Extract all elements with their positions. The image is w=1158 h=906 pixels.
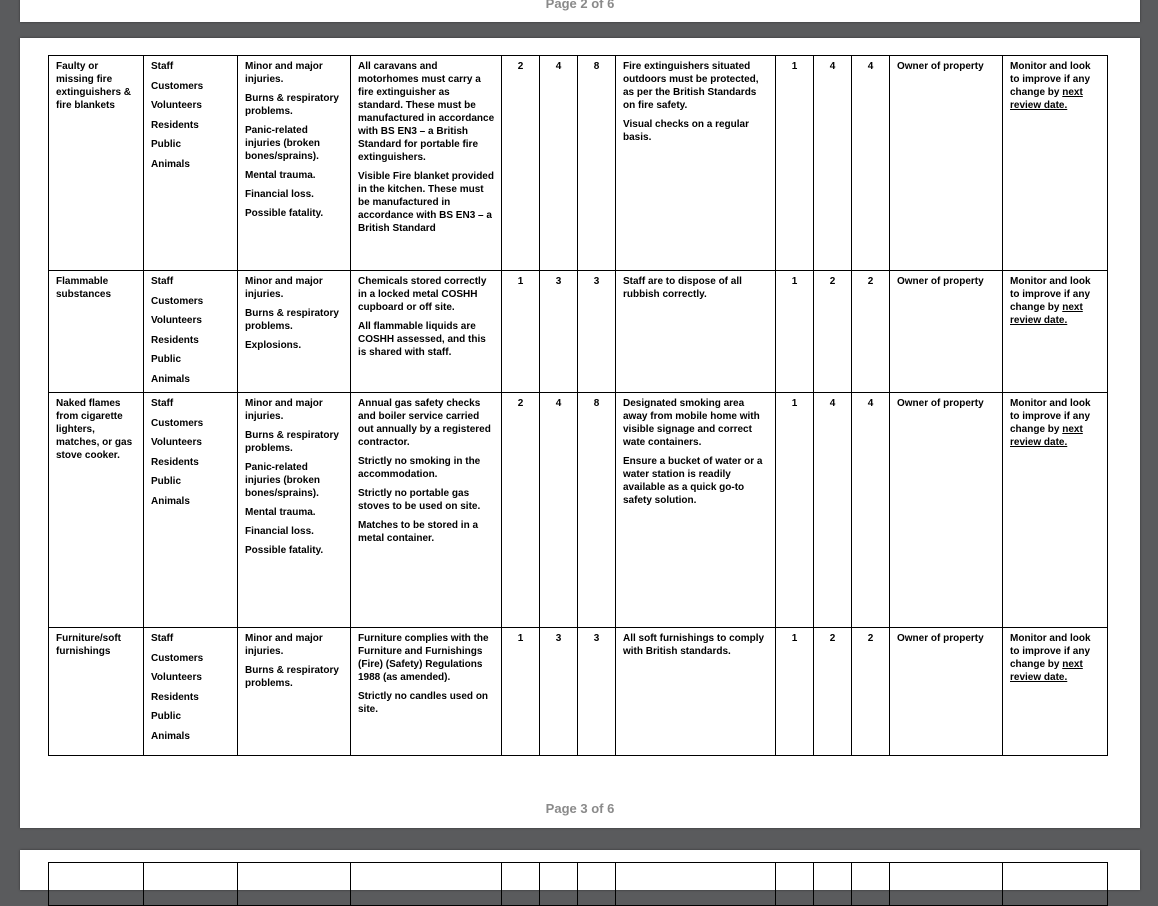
- harm-item: Minor and major injuries.: [245, 276, 323, 300]
- initial-s1-score: 3: [540, 628, 578, 756]
- further-action-cell: [616, 628, 776, 756]
- residual-s2-score: 2: [814, 628, 852, 756]
- people-at-risk-cell: [144, 628, 238, 756]
- owner-cell: [890, 393, 1003, 628]
- further-action-cell: [616, 393, 776, 628]
- review-prefix: Monitor and look to improve if any change by: [1010, 276, 1091, 313]
- control-item: Visible Fire blanket provided in the kitchen. These must be manufactured in accordance with BS EN3 – a British Standard: [358, 171, 494, 234]
- hazard-cell: [49, 393, 144, 628]
- owner-cell: [890, 628, 1003, 756]
- controls-cell: [351, 271, 502, 393]
- review-text: [1010, 397, 1101, 449]
- residual-r2-score: 4: [852, 393, 890, 628]
- further-action-item: Designated smoking area away from mobile home with visible signage and correct wate containers.: [623, 398, 760, 448]
- current-page: [20, 38, 1140, 828]
- control-item: All caravans and motorhomes must carry a fire extinguisher as standard. These must be manufactured in accordance with BS EN3 – a British Standard for portable fire extinguishers.: [358, 61, 495, 163]
- people-at-risk-cell: [144, 271, 238, 393]
- control-item: Strictly no candles used on site.: [358, 691, 489, 715]
- person-group: Animals: [151, 158, 190, 170]
- initial-l1-score: 1: [502, 271, 540, 393]
- person-group: Staff: [151, 276, 174, 287]
- people-at-risk-cell: [144, 393, 238, 628]
- review-date-link[interactable]: next review date.: [1010, 302, 1083, 326]
- person-group: Volunteers: [151, 672, 202, 683]
- harm-item: Minor and major injuries.: [245, 633, 323, 657]
- next-page-row: [49, 863, 1108, 906]
- harm-item: Explosions.: [245, 340, 302, 351]
- owner-text: Owner of property: [897, 61, 984, 72]
- review-date-link[interactable]: next review date.: [1010, 659, 1083, 683]
- residual-l2-score: 1: [776, 393, 814, 628]
- person-group: Customers: [151, 417, 204, 429]
- harm-item: Possible fatality.: [245, 208, 324, 219]
- harm-item: Mental trauma.: [245, 170, 316, 181]
- review-date-link[interactable]: next review date.: [1010, 87, 1083, 111]
- owner-text: Owner of property: [897, 633, 984, 644]
- risk-assessment-table: [48, 55, 1108, 756]
- person-group: Volunteers: [151, 100, 202, 111]
- review-text: [1010, 275, 1101, 327]
- harm-item: Panic-related injuries (broken bones/sprains).: [245, 125, 321, 162]
- hazard-text: Flammable substances: [56, 276, 112, 300]
- control-item: Strictly no smoking in the accommodation.: [358, 456, 481, 480]
- harm-item: Financial loss.: [245, 189, 314, 200]
- owner-cell: [890, 56, 1003, 271]
- review-date-link[interactable]: next review date.: [1010, 424, 1083, 448]
- person-group: Customers: [151, 80, 204, 92]
- table-row: [49, 393, 1108, 628]
- harm-item: Burns & respiratory problems.: [245, 93, 339, 117]
- person-group: Volunteers: [151, 437, 202, 448]
- residual-s2-score: 4: [814, 56, 852, 271]
- residual-l2-score: 1: [776, 628, 814, 756]
- harm-item: Possible fatality.: [245, 545, 324, 556]
- hazard-cell: [49, 271, 144, 393]
- hazard-text: Naked flames from cigarette lighters, matches, or gas stove cooker.: [56, 398, 133, 461]
- owner-text: Owner of property: [897, 276, 984, 287]
- person-group: Customers: [151, 652, 204, 664]
- previous-page: [20, 0, 1140, 22]
- control-item: Chemicals stored correctly in a locked metal COSHH cupboard or off site.: [358, 276, 487, 313]
- review-cell: [1003, 393, 1108, 628]
- person-group: Public: [151, 139, 182, 150]
- residual-l2-score: 1: [776, 271, 814, 393]
- residual-s2-score: 2: [814, 271, 852, 393]
- control-item: Annual gas safety checks and boiler service carried out annually by a registered contractor.: [358, 398, 491, 448]
- control-item: Furniture complies with the Furniture and Furnishings (Fire) (Safety) Regulations 1988 (as amended).: [358, 633, 489, 683]
- review-prefix: Monitor and look to improve if any change by: [1010, 398, 1091, 435]
- control-item: All flammable liquids are COSHH assessed, and this is shared with staff.: [358, 321, 486, 358]
- person-group: Residents: [151, 334, 199, 346]
- residual-r2-score: 2: [852, 271, 890, 393]
- harm-item: Panic-related injuries (broken bones/sprains).: [245, 462, 321, 499]
- person-group: Staff: [151, 633, 174, 644]
- hazard-text: Furniture/soft furnishings: [56, 633, 121, 657]
- controls-cell: [351, 628, 502, 756]
- previous-page-number: Page 2 of 6: [545, 0, 615, 11]
- next-page: [20, 850, 1140, 890]
- table-row: [49, 628, 1108, 756]
- hazard-cell: [49, 56, 144, 271]
- person-group: Residents: [151, 456, 199, 468]
- person-group: Animals: [151, 730, 190, 742]
- initial-l1-score: 1: [502, 628, 540, 756]
- person-group: Volunteers: [151, 315, 202, 326]
- review-text: [1010, 632, 1101, 684]
- initial-r1-score: 8: [578, 393, 616, 628]
- review-cell: [1003, 56, 1108, 271]
- hazard-cell: [49, 628, 144, 756]
- initial-s1-score: 3: [540, 271, 578, 393]
- further-action-item: Fire extinguishers situated outdoors must be protected, as per the British Standards on fire safety.: [623, 61, 759, 111]
- initial-s1-score: 4: [540, 393, 578, 628]
- further-action-item: Visual checks on a regular basis.: [623, 119, 749, 143]
- initial-s1-score: 4: [540, 56, 578, 271]
- harm-item: Mental trauma.: [245, 507, 316, 518]
- table-row: [49, 271, 1108, 393]
- next-page-table-top: [48, 862, 1108, 906]
- people-at-risk-cell: [144, 56, 238, 271]
- person-group: Public: [151, 711, 182, 722]
- residual-r2-score: 2: [852, 628, 890, 756]
- owner-text: Owner of property: [897, 398, 984, 409]
- control-item: Strictly no portable gas stoves to be used on site.: [358, 488, 481, 512]
- harm-item: Burns & respiratory problems.: [245, 665, 339, 689]
- review-prefix: Monitor and look to improve if any change by: [1010, 61, 1091, 98]
- hazard-text: Faulty or missing fire extinguishers & fire blankets: [56, 61, 132, 111]
- owner-cell: [890, 271, 1003, 393]
- initial-l1-score: 2: [502, 393, 540, 628]
- harm-cell: [238, 56, 351, 271]
- harm-cell: [238, 393, 351, 628]
- initial-r1-score: 8: [578, 56, 616, 271]
- person-group: Animals: [151, 495, 190, 507]
- further-action-cell: [616, 56, 776, 271]
- harm-item: Minor and major injuries.: [245, 398, 323, 422]
- controls-cell: [351, 393, 502, 628]
- review-cell: [1003, 628, 1108, 756]
- review-text: [1010, 60, 1101, 112]
- review-prefix: Monitor and look to improve if any change by: [1010, 633, 1091, 670]
- harm-cell: [238, 271, 351, 393]
- control-item: Matches to be stored in a metal container.: [358, 520, 479, 544]
- harm-item: Burns & respiratory problems.: [245, 430, 339, 454]
- harm-item: Minor and major injuries.: [245, 61, 323, 85]
- further-action-cell: [616, 271, 776, 393]
- table-row: [49, 56, 1108, 271]
- person-group: Staff: [151, 398, 174, 409]
- person-group: Public: [151, 354, 182, 365]
- review-cell: [1003, 271, 1108, 393]
- further-action-item: Staff are to dispose of all rubbish correctly.: [623, 276, 742, 300]
- further-action-item: All soft furnishings to comply with British standards.: [623, 633, 765, 657]
- person-group: Animals: [151, 373, 190, 385]
- residual-r2-score: 4: [852, 56, 890, 271]
- person-group: Customers: [151, 295, 204, 307]
- residual-s2-score: 4: [814, 393, 852, 628]
- controls-cell: [351, 56, 502, 271]
- person-group: Residents: [151, 119, 199, 131]
- page-number: Page 3 of 6: [545, 801, 615, 816]
- initial-r1-score: 3: [578, 628, 616, 756]
- initial-r1-score: 3: [578, 271, 616, 393]
- harm-cell: [238, 628, 351, 756]
- person-group: Staff: [151, 61, 174, 72]
- person-group: Residents: [151, 691, 199, 703]
- initial-l1-score: 2: [502, 56, 540, 271]
- harm-item: Burns & respiratory problems.: [245, 308, 339, 332]
- person-group: Public: [151, 476, 182, 487]
- harm-item: Financial loss.: [245, 526, 314, 537]
- residual-l2-score: 1: [776, 56, 814, 271]
- further-action-item: Ensure a bucket of water or a water station is readily available as a quick go-to safety solution.: [623, 456, 763, 506]
